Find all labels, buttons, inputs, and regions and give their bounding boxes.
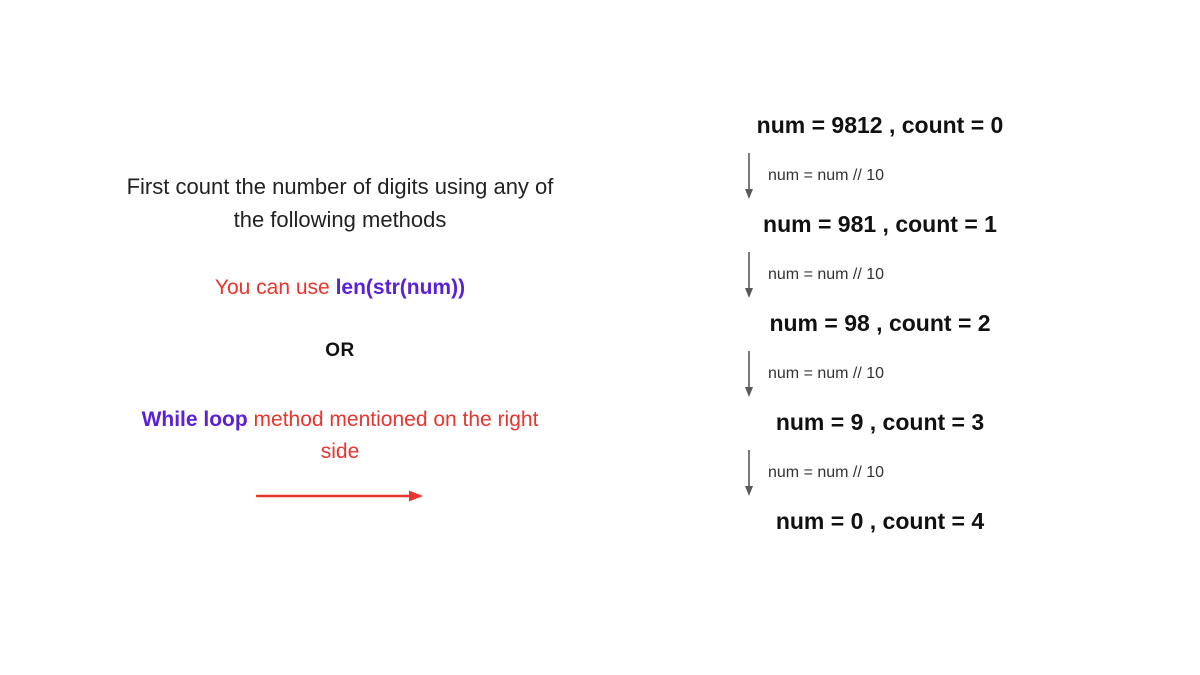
option-one-text xyxy=(120,276,560,300)
trace-step xyxy=(640,112,1120,139)
red-right-arrow-icon xyxy=(255,489,425,503)
connector-label: num = num // 10 xyxy=(768,167,885,184)
option-one-prefix: You can use xyxy=(214,276,336,299)
down-arrow-icon xyxy=(744,448,754,498)
option-two-rest: method mentioned on the right side xyxy=(247,408,539,463)
trace-step xyxy=(640,211,1120,238)
connector-label: num = num // 10 xyxy=(768,365,885,382)
trace-connector xyxy=(640,442,1120,504)
trace-connector xyxy=(640,145,1120,207)
trace-connector xyxy=(640,244,1120,306)
connector-label: num = num // 10 xyxy=(768,266,885,283)
option-two-emphasis: While loop xyxy=(141,408,248,431)
left-explanation-panel xyxy=(120,170,560,503)
option-one-code: len(str(num)) xyxy=(335,276,466,299)
step-label: num = 98 , count = 2 xyxy=(769,310,991,336)
trace-step xyxy=(640,409,1120,436)
right-trace-panel xyxy=(640,112,1120,535)
trace-step xyxy=(640,310,1120,337)
down-arrow-icon xyxy=(744,250,754,300)
trace-connector xyxy=(640,343,1120,405)
trace-step xyxy=(640,508,1120,535)
connector-label: num = num // 10 xyxy=(768,464,885,481)
step-label: num = 981 , count = 1 xyxy=(763,211,997,237)
step-label: num = 9 , count = 3 xyxy=(775,409,985,435)
intro-text: First count the number of digits using any of the following methods xyxy=(126,174,554,232)
option-two-text xyxy=(120,404,560,467)
or-separator-label: OR xyxy=(325,340,355,361)
down-arrow-icon xyxy=(744,151,754,201)
step-label: num = 9812 , count = 0 xyxy=(756,112,1004,138)
step-label: num = 0 , count = 4 xyxy=(775,508,985,534)
down-arrow-icon xyxy=(744,349,754,399)
